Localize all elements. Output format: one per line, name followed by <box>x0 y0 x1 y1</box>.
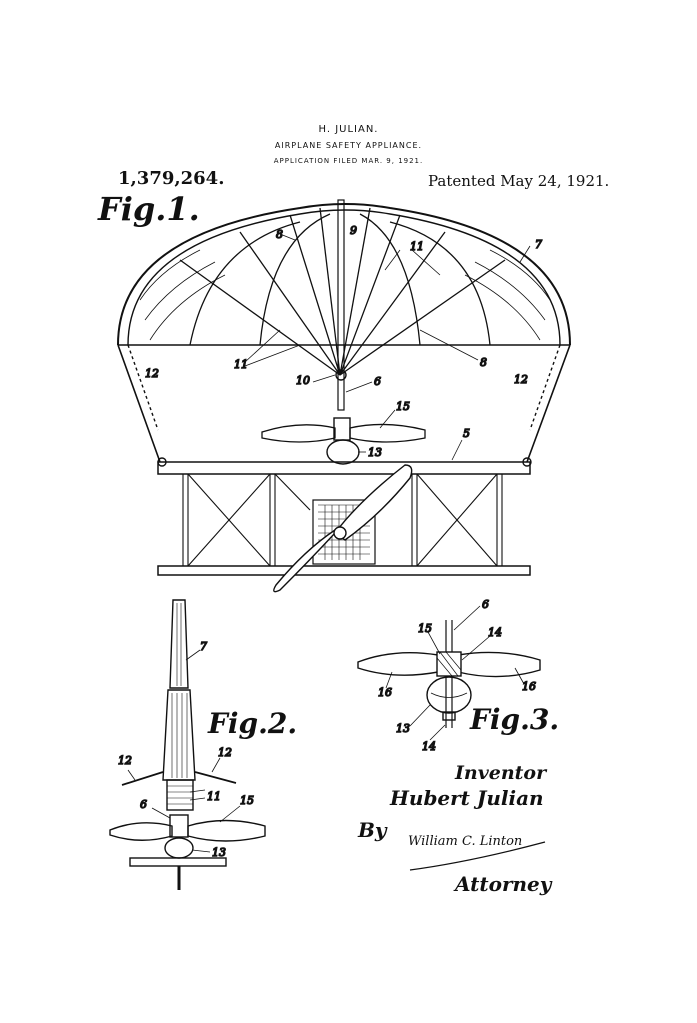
ref-7-fig2: 7 <box>200 640 207 653</box>
ref-6-fig1: 6 <box>374 375 381 388</box>
ref-13-fig1: 13 <box>368 446 382 459</box>
patent-title: AIRPLANE SAFETY APPLIANCE. <box>274 141 423 150</box>
ref-6-fig3: 6 <box>482 598 489 611</box>
ref-12-right: 12 <box>514 373 528 386</box>
figure-1-drawing <box>118 200 570 592</box>
ref-13-fig2: 13 <box>212 846 226 859</box>
ref-11-right: 11 <box>410 240 424 253</box>
tractor-propeller <box>274 465 412 592</box>
ref-7: 7 <box>535 238 542 251</box>
ref-14-fig3-top: 14 <box>488 626 502 639</box>
patent-number: 1,379,264. <box>118 168 225 189</box>
ref-10: 10 <box>296 374 310 387</box>
canopy-ribs <box>180 208 505 375</box>
figure-1-label: Fig.1. <box>98 190 200 228</box>
fig1-lift-propeller <box>262 418 425 464</box>
ref-6-fig2: 6 <box>140 798 147 811</box>
ref-12-fig2-left: 12 <box>118 754 132 767</box>
ref-13-fig3: 13 <box>396 722 410 735</box>
ref-16-left: 16 <box>378 686 392 699</box>
ref-15-fig3: 15 <box>418 622 432 635</box>
figure-2-label: Fig.2. <box>208 707 298 740</box>
ref-8-right: 8 <box>480 356 487 369</box>
ref-11-fig2: 11 <box>207 790 221 803</box>
inventor-name: Hubert Julian <box>390 786 544 810</box>
attorney-signature: William C. Linton <box>408 834 523 849</box>
ref-12-fig2-right: 12 <box>218 746 232 759</box>
filing-date: APPLICATION FILED MAR. 9, 1921. <box>273 157 424 165</box>
ref-16-right: 16 <box>522 680 536 693</box>
inventor-label: Inventor <box>455 762 547 784</box>
mast <box>338 200 344 410</box>
ref-15-fig2: 15 <box>240 794 254 807</box>
patent-date: Patented May 24, 1921. <box>428 172 610 190</box>
canopy-skirt-left <box>118 345 160 462</box>
ref-9: 9 <box>350 224 357 237</box>
attorney-label: Attorney <box>455 872 552 896</box>
figure-2-drawing <box>110 600 265 890</box>
ref-5: 5 <box>463 427 470 440</box>
ref-11-left: 11 <box>234 358 248 371</box>
lower-wing <box>158 566 530 575</box>
by-label: By <box>358 818 387 842</box>
ref-14-fig3-bottom: 14 <box>422 740 436 753</box>
inventor-header: H. JULIAN. <box>318 124 379 135</box>
wing-struts <box>183 474 502 566</box>
ref-12-left: 12 <box>145 367 159 380</box>
canopy-skirt-right <box>527 345 570 462</box>
figure-3-label: Fig.3. <box>470 703 560 736</box>
ref-8-top-left: 8 <box>276 228 283 241</box>
figure-3-drawing <box>358 606 540 740</box>
ref-15-fig1: 15 <box>396 400 410 413</box>
